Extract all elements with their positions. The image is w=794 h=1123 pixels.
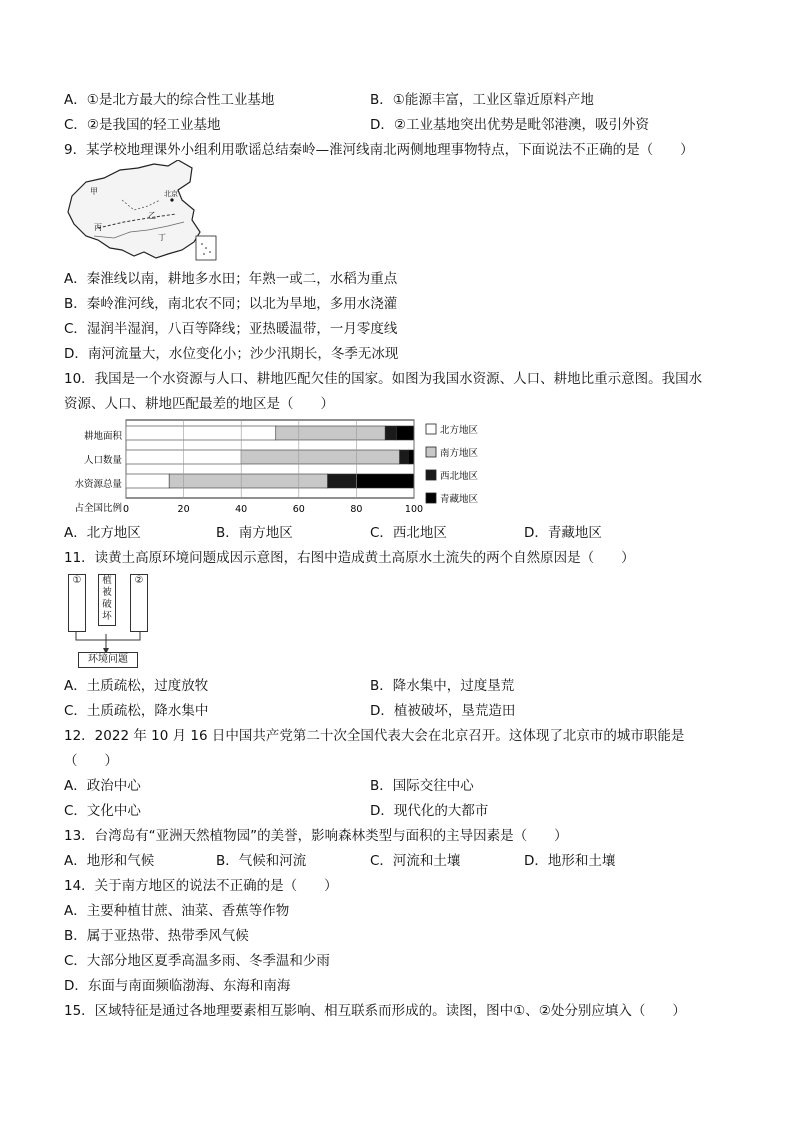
q10-option-a: A．北方地区 xyxy=(64,525,141,541)
q13-stem: 13．台湾岛有“亚洲天然植物园”的美誉，影响森林类型与面积的主导因素是（ ） xyxy=(64,828,568,844)
legend-label-1: 南方地区 xyxy=(440,448,479,459)
q9-option-c: C．湿润半湿润，八百等降线；亚热暖温带，一月零度线 xyxy=(64,321,398,337)
bar-segment-0-0 xyxy=(126,426,276,440)
bar-segment-1-1 xyxy=(241,450,399,464)
bar-segment-2-0 xyxy=(126,474,169,488)
bar-segment-0-3 xyxy=(397,426,414,440)
q14-option-d: D．东面与南面频临渤海、东海和南海 xyxy=(64,978,291,994)
q9-option-d: D．南河流量大，水位变化小；沙少汛期长，冬季无冰现 xyxy=(64,346,399,362)
map-label-bing: 丙 xyxy=(94,223,102,232)
q12-option-d: D．现代化的大都市 xyxy=(370,803,489,819)
legend-label-3: 青藏地区 xyxy=(440,494,479,505)
category-label-0: 耕地面积 xyxy=(83,431,122,442)
category-label-1: 人口数量 xyxy=(83,455,122,466)
q13-option-a: A．地形和气候 xyxy=(64,853,155,869)
q14-option-b: B．属于亚热带、热带季风气候 xyxy=(64,928,249,944)
q8-option-a: A．①是北方最大的综合性工业基地 xyxy=(64,92,275,108)
q10-option-b: B．南方地区 xyxy=(216,525,293,541)
china-outline xyxy=(68,160,200,258)
q12-option-a: A．政治中心 xyxy=(64,778,141,794)
x-tick-label-80: 80 xyxy=(350,504,363,515)
legend-swatch-0 xyxy=(426,424,436,434)
q11-option-b: B．降水集中，过度垦荒 xyxy=(370,678,515,694)
q11-stem: 11．读黄土高原环境问题成因示意图，右图中造成黄土高原水土流失的两个自然原因是（ ） xyxy=(64,550,635,566)
q9-option-a: A．秦淮线以南，耕地多水田；年熟一或二，水稻为重点 xyxy=(64,271,398,287)
diagram-box-2: 植被破坏 xyxy=(98,574,116,626)
legend-label-0: 北方地区 xyxy=(440,425,479,436)
beijing-dot xyxy=(170,198,173,201)
q14-option-c: C．大部分地区夏季高温多雨、冬季温和少雨 xyxy=(64,953,330,969)
q13-option-c: C．河流和土壤 xyxy=(370,853,461,869)
diagram-box-3: ② xyxy=(130,574,148,632)
q8-option-c: C．②是我国的轻工业基地 xyxy=(64,117,221,133)
q8-option-d: D．②工业基地突出优势是毗邻港澳，吸引外资 xyxy=(370,117,649,133)
q11-option-c: C．土质疏松，降水集中 xyxy=(64,703,209,719)
q13-option-b: B．气候和河流 xyxy=(216,853,307,869)
x-tick-label-0: 0 xyxy=(122,504,130,515)
map-label-yi: 乙 xyxy=(148,211,156,220)
legend-swatch-2 xyxy=(426,470,436,480)
q12-option-b: B．国际交往中心 xyxy=(370,778,474,794)
bar-segment-1-2 xyxy=(400,450,409,464)
q15-stem: 15．区域特征是通过各地理要素相互影响、相互联系而形成的。读图，图中①、②处分别应填入（ ） xyxy=(64,1003,686,1019)
q11-cause-diagram xyxy=(64,570,154,670)
x-tick-label-60: 60 xyxy=(292,504,305,515)
diagram-box-1: ① xyxy=(68,574,86,632)
bar-segment-1-3 xyxy=(408,450,414,464)
q8-option-b: B．①能源丰富，工业区靠近原料产地 xyxy=(370,92,594,108)
legend-swatch-1 xyxy=(426,447,436,457)
map-label-beijing: 北京 xyxy=(164,190,178,198)
bar-segment-0-2 xyxy=(385,426,397,440)
legend-swatch-3 xyxy=(426,493,436,503)
q14-option-a: A．主要种植甘蔗、油菜、香蕉等作物 xyxy=(64,903,290,919)
map-label-ding: 丁 xyxy=(158,233,166,242)
q10-stacked-bar-chart xyxy=(62,418,494,522)
q10-stem-line1: 10．我国是一个水资源与人口、耕地匹配欠佳的国家。如图为我国水资源、人口、耕地比重示意图。我国水 xyxy=(64,371,703,387)
category-label-2: 水资源总量 xyxy=(74,479,122,490)
q10-option-d: D．青藏地区 xyxy=(524,525,602,541)
map-label-jia: 甲 xyxy=(90,187,98,196)
q12-option-c: C．文化中心 xyxy=(64,803,141,819)
q9-option-b: B．秦岭淮河线，南北农不同；以北为旱地，多用水浇灌 xyxy=(64,296,398,312)
q12-stem-line2: （ ） xyxy=(64,753,118,769)
bar-segment-0-1 xyxy=(276,426,385,440)
x-tick-label-40: 40 xyxy=(235,504,248,515)
q12-stem-line1: 12．2022 年 10 月 16 日中国共产党第二十次全国代表大会在北京召开。这体现了北京市的城市职能是 xyxy=(64,728,685,744)
bar-segment-2-3 xyxy=(356,474,414,488)
q13-option-d: D．地形和土壤 xyxy=(524,853,616,869)
q14-stem: 14．关于南方地区的说法不正确的是（ ） xyxy=(64,878,338,894)
q10-stem-line2: 资源、人口、耕地匹配最差的地区是（ ） xyxy=(64,396,334,412)
q9-stem: 9．某学校地理课外小组利用歌谣总结秦岭—淮河线南北两侧地理事物特点，下面说法不正确的是（ ） xyxy=(64,142,694,158)
diagram-result-box: 环境问题 xyxy=(78,652,138,668)
bar-segment-2-2 xyxy=(328,474,357,488)
x-tick-label-20: 20 xyxy=(177,504,190,515)
q11-option-a: A．土质疏松，过度放牧 xyxy=(64,678,209,694)
legend-label-2: 西北地区 xyxy=(440,471,479,482)
q9-china-map xyxy=(64,160,224,264)
x-axis-label: 占全国比例 xyxy=(74,503,122,514)
q10-option-c: C．西北地区 xyxy=(370,525,447,541)
bar-segment-2-1 xyxy=(169,474,327,488)
q11-option-d: D．植被破坏，垦荒造田 xyxy=(370,703,516,719)
x-tick-label-100: 100 xyxy=(404,504,424,515)
